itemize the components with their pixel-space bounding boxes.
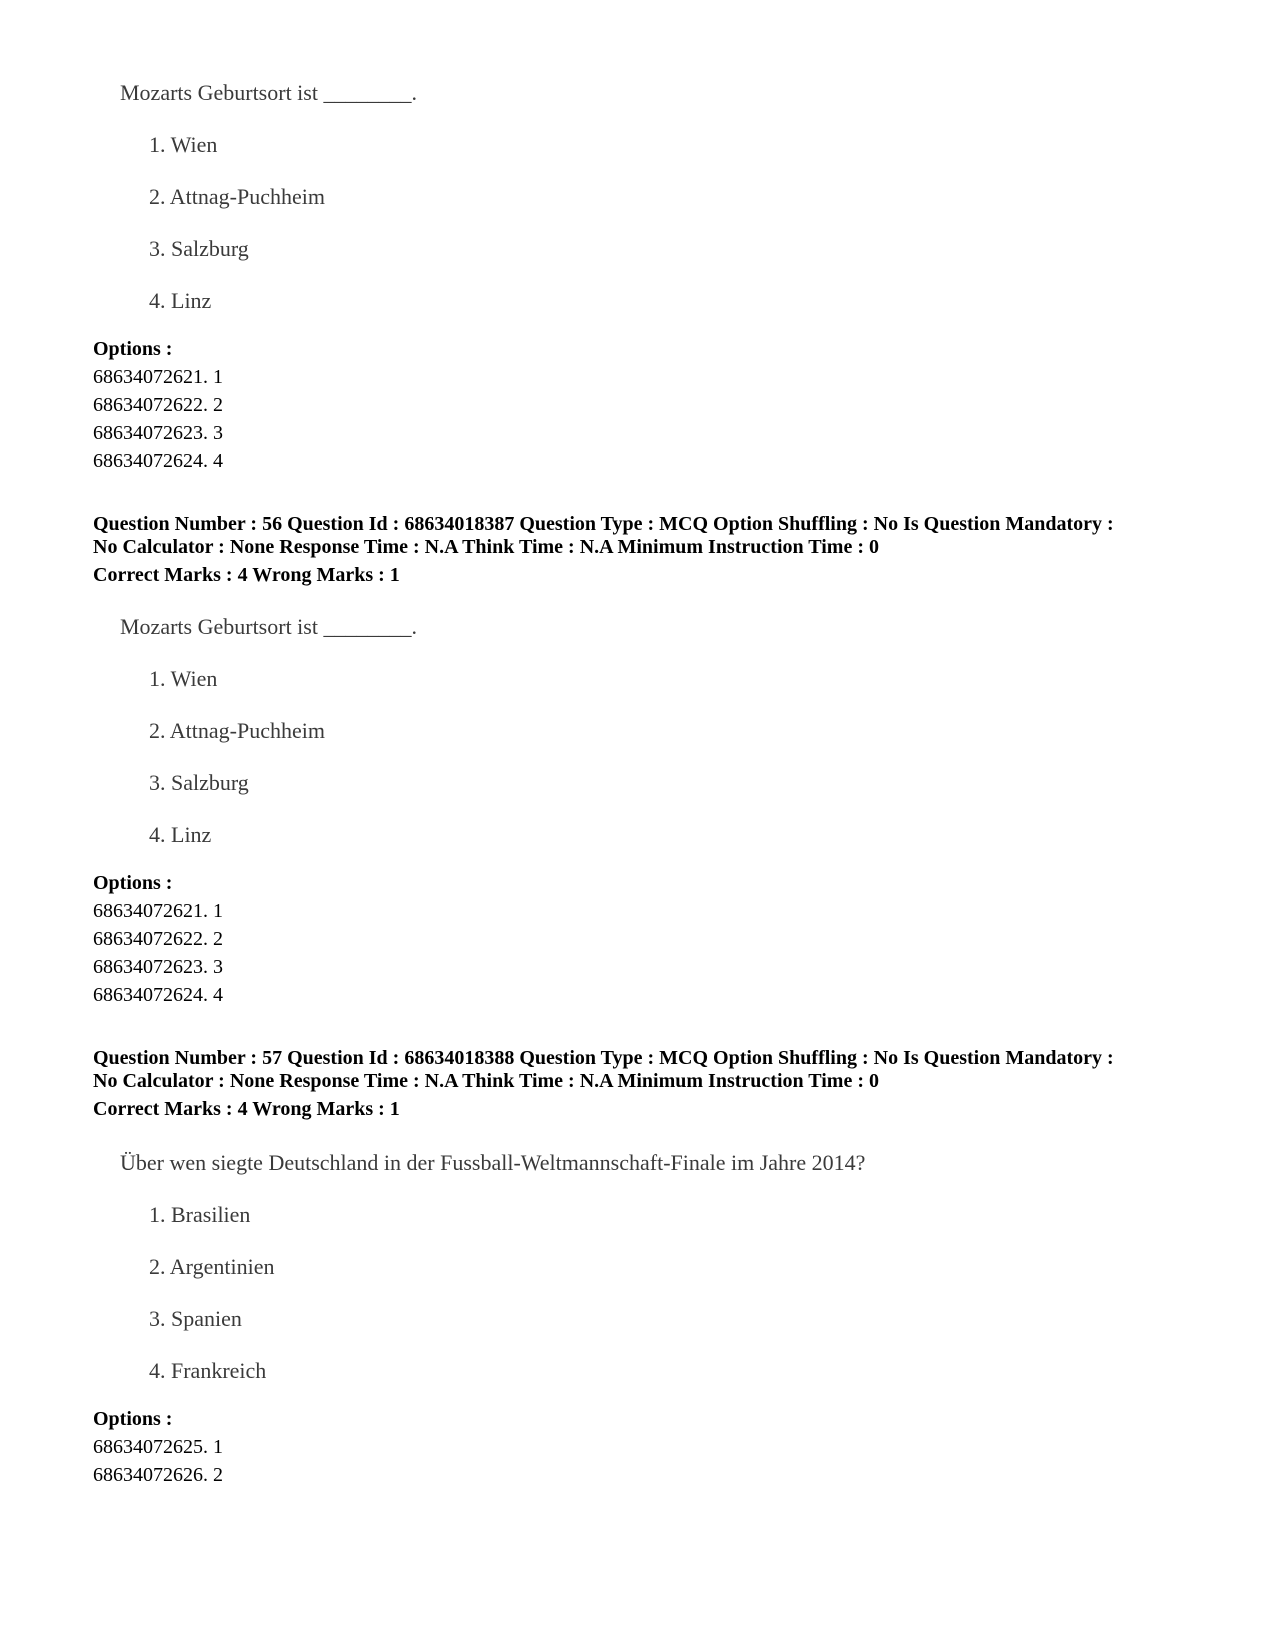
question-text: Über wen siegte Deutschland in der Fussball-Weltmannschaft-Finale im Jahre 2014? xyxy=(120,1150,866,1175)
choice-item: 1. Wien xyxy=(149,132,218,157)
option-id-line: 68634072623. 3 xyxy=(93,422,223,444)
option-id-line: 68634072621. 1 xyxy=(93,366,223,388)
option-id-line: 68634072622. 2 xyxy=(93,394,223,416)
choice-item: 3. Spanien xyxy=(149,1306,242,1331)
question-meta-line: Question Number : 56 Question Id : 68634018387 Question Type : MCQ Option Shuffling : No Is Question Mandatory : xyxy=(93,513,1114,535)
options-heading: Options : xyxy=(93,872,173,894)
question-text: Mozarts Geburtsort ist ________. xyxy=(120,80,417,105)
choice-item: 1. Brasilien xyxy=(149,1202,251,1227)
question-meta-line: No Calculator : None Response Time : N.A Think Time : N.A Minimum Instruction Time : 0 xyxy=(93,1070,879,1092)
marks-line: Correct Marks : 4 Wrong Marks : 1 xyxy=(93,564,400,586)
option-id-line: 68634072621. 1 xyxy=(93,900,223,922)
choice-item: 4. Linz xyxy=(149,288,212,313)
choice-item: 3. Salzburg xyxy=(149,236,249,261)
option-id-line: 68634072625. 1 xyxy=(93,1436,223,1458)
option-id-line: 68634072624. 4 xyxy=(93,450,223,472)
choice-item: 2. Attnag-Puchheim xyxy=(149,718,325,743)
marks-line: Correct Marks : 4 Wrong Marks : 1 xyxy=(93,1098,400,1120)
question-meta-line: Question Number : 57 Question Id : 68634018388 Question Type : MCQ Option Shuffling : No Is Question Mandatory : xyxy=(93,1047,1114,1069)
choice-item: 2. Attnag-Puchheim xyxy=(149,184,325,209)
choice-item: 1. Wien xyxy=(149,666,218,691)
option-id-line: 68634072626. 2 xyxy=(93,1464,223,1486)
options-heading: Options : xyxy=(93,1408,173,1430)
options-heading: Options : xyxy=(93,338,173,360)
choice-item: 3. Salzburg xyxy=(149,770,249,795)
question-meta-line: No Calculator : None Response Time : N.A Think Time : N.A Minimum Instruction Time : 0 xyxy=(93,536,879,558)
option-id-line: 68634072624. 4 xyxy=(93,984,223,1006)
choice-item: 2. Argentinien xyxy=(149,1254,275,1279)
question-text: Mozarts Geburtsort ist ________. xyxy=(120,614,417,639)
choice-item: 4. Linz xyxy=(149,822,212,847)
option-id-line: 68634072622. 2 xyxy=(93,928,223,950)
option-id-line: 68634072623. 3 xyxy=(93,956,223,978)
choice-item: 4. Frankreich xyxy=(149,1358,267,1383)
